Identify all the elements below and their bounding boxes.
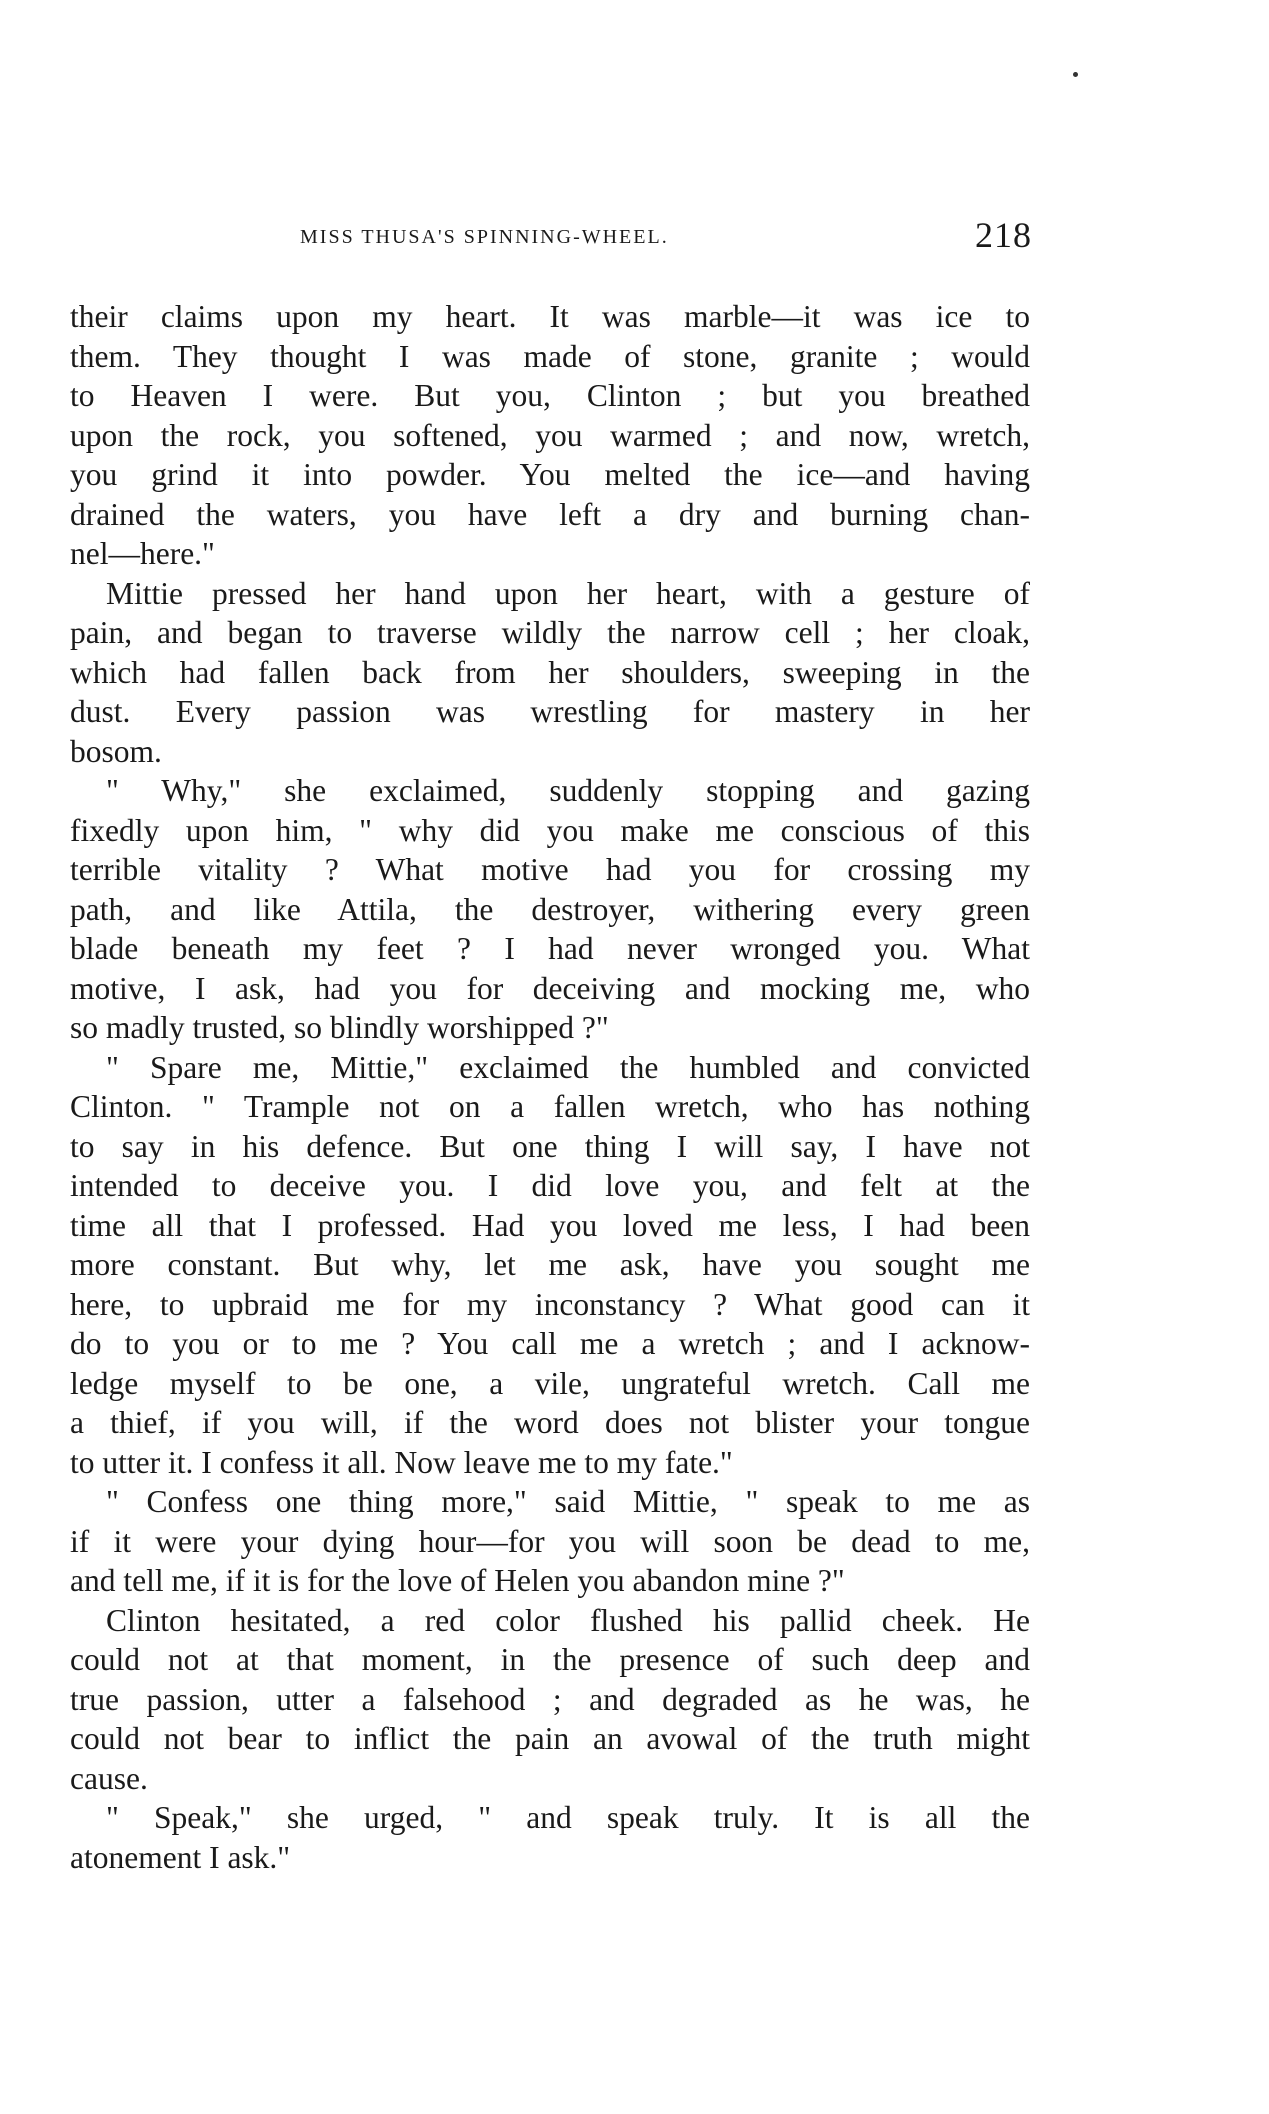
text-line: motive, I ask, had you for deceiving and mocking me, who — [70, 970, 1030, 1006]
text-line: if it were your dying hour—for you will soon be dead to me, — [70, 1523, 1030, 1559]
text-line: could not bear to inflict the pain an avowal of the truth might — [70, 1721, 1030, 1756]
text-line: time all that I professed. Had you loved me less, I had been — [70, 1207, 1030, 1243]
text-line: and tell me, if it is for the love of Helen you abandon mine ?" — [70, 1563, 845, 1598]
text-line: " Confess one thing more," said Mittie, " speak to me as — [106, 1484, 1030, 1519]
text-line: true passion, utter a falsehood ; and degraded as he was, he — [70, 1681, 1030, 1717]
text-line: Mittie pressed her hand upon her heart, with a gesture of — [106, 575, 1030, 611]
text-line: dust. Every passion was wrestling for mastery in her — [70, 694, 1030, 729]
text-line: to say in his defence. But one thing I will say, I have not — [70, 1128, 1030, 1164]
text-line: bosom. — [70, 733, 162, 769]
text-line: to Heaven I were. But you, Clinton ; but you breathed — [70, 378, 1030, 413]
text-line: upon the rock, you softened, you warmed ; and now, wretch, — [70, 417, 1030, 453]
text-line: path, and like Attila, the destroyer, withering every green — [70, 891, 1030, 927]
text-line: ledge myself to be one, a vile, ungrateful wretch. Call me — [70, 1365, 1030, 1401]
text-line: " Why," she exclaimed, suddenly stopping and gazing — [106, 773, 1030, 808]
text-line: to utter it. I confess it all. Now leave me to my fate." — [70, 1444, 733, 1480]
text-line: nel—here." — [70, 536, 215, 571]
text-line: a thief, if you will, if the word does not blister your tongue — [70, 1405, 1030, 1440]
text-line: could not at that moment, in the presence of such deep and — [70, 1642, 1030, 1677]
text-line: drained the waters, you have left a dry and burning chan- — [70, 496, 1030, 532]
text-line: here, to upbraid me for my inconstancy ? What good can it — [70, 1286, 1030, 1322]
text-line: Clinton hesitated, a red color flushed his pallid cheek. He — [106, 1602, 1030, 1638]
paragraph — [70, 1048, 1030, 1483]
text-line: fixedly upon him, " why did you make me conscious of this — [70, 812, 1030, 848]
paragraph — [70, 1798, 1030, 1877]
text-line: more constant. But why, let me ask, have you sought me — [70, 1247, 1030, 1282]
text-line: " Spare me, Mittie," exclaimed the humbled and convicted — [106, 1049, 1030, 1085]
text-line: atonement I ask." — [70, 1839, 291, 1875]
text-line: their claims upon my heart. It was marble—it was ice to — [70, 299, 1030, 334]
text-line: intended to deceive you. I did love you, and felt at the — [70, 1168, 1030, 1203]
text-line: which had fallen back from her shoulders, sweeping in the — [70, 654, 1030, 690]
running-title: MISS THUSA'S SPINNING-WHEEL. — [300, 226, 669, 248]
page-number: 218 — [975, 215, 1032, 255]
body-text — [70, 297, 1030, 1877]
text-line: Clinton. " Trample not on a fallen wretch, who has nothing — [70, 1089, 1030, 1124]
text-line: them. They thought I was made of stone, granite ; would — [70, 338, 1030, 374]
paragraph — [70, 574, 1030, 772]
text-line: terrible vitality ? What motive had you for crossing my — [70, 852, 1030, 887]
paragraph — [70, 1482, 1030, 1601]
text-line: pain, and began to traverse wildly the narrow cell ; her cloak, — [70, 615, 1030, 650]
text-line: so madly trusted, so blindly worshipped ?" — [70, 1010, 609, 1045]
text-line: do to you or to me ? You call me a wretch ; and I acknow- — [70, 1326, 1030, 1361]
paragraph — [70, 1601, 1030, 1799]
text-line: blade beneath my feet ? I had never wronged you. What — [70, 931, 1030, 966]
ink-speck — [1073, 72, 1078, 77]
page-header — [70, 212, 1032, 255]
paragraph — [70, 297, 1030, 574]
text-line: you grind it into powder. You melted the ice—and having — [70, 457, 1030, 492]
text-line: cause. — [70, 1760, 148, 1796]
text-line: " Speak," she urged, " and speak truly. It is all the — [106, 1800, 1030, 1835]
paragraph — [70, 771, 1030, 1048]
